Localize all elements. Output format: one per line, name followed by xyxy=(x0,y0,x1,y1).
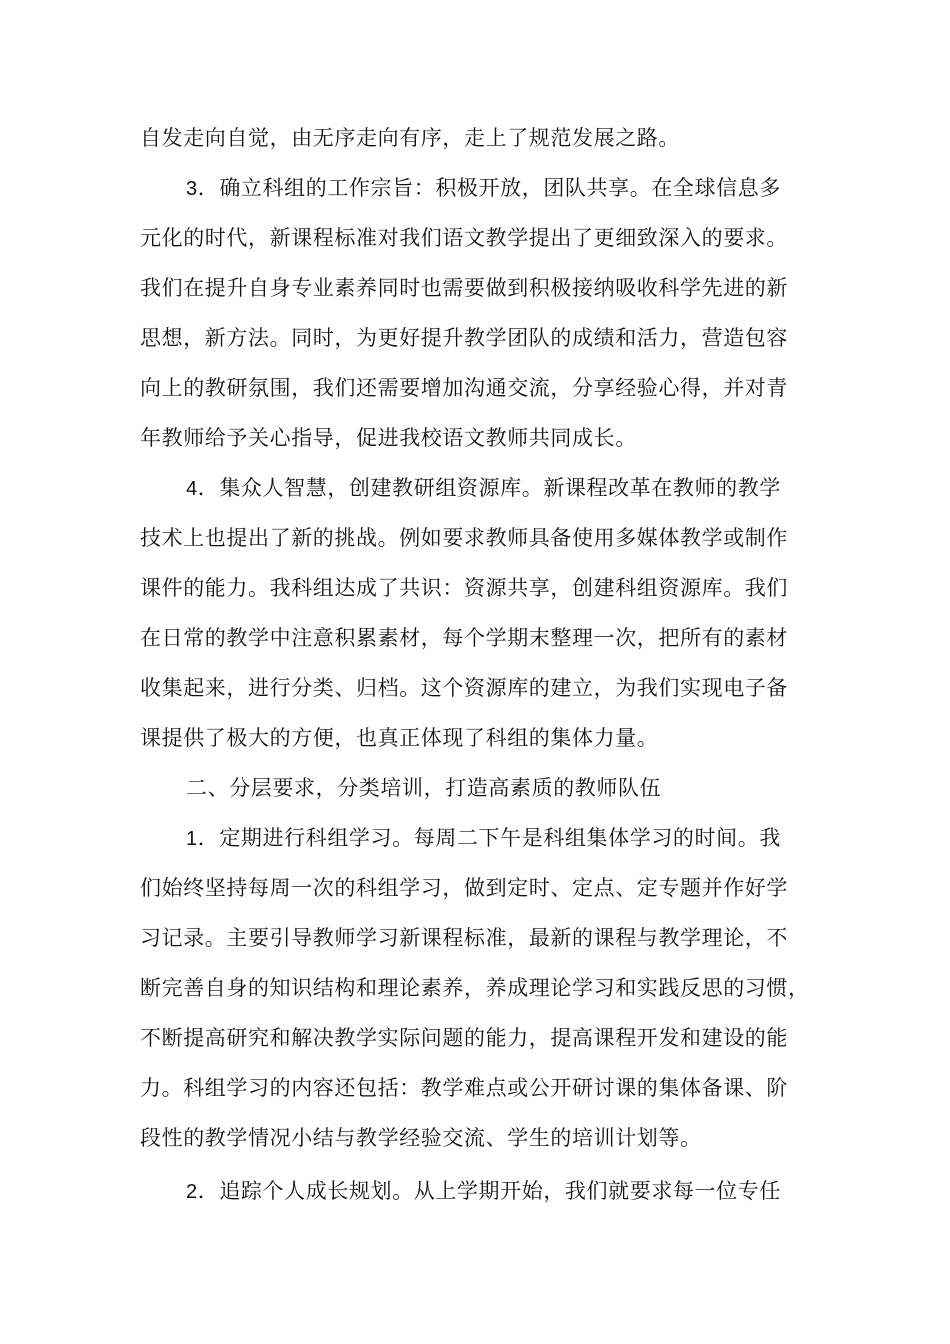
text-line: 课提供了极大的方便，也真正体现了科组的集体力量。 xyxy=(140,726,659,750)
text-line: 向上的教研氛围，我们还需要增加沟通交流，分享经验心得，并对青 xyxy=(140,376,788,400)
text-line: 技术上也提出了新的挑战。例如要求教师具备使用多媒体教学或制作 xyxy=(140,526,788,550)
text-line: 段性的教学情况小结与教学经验交流、学生的培训计划等。 xyxy=(140,1126,702,1150)
text-line: 力。科组学习的内容还包括：教学难点或公开研讨课的集体备课、阶 xyxy=(140,1076,788,1100)
text-line: 习记录。主要引导教师学习新课程标准，最新的课程与教学理论，不 xyxy=(140,926,788,950)
text-line: 们始终坚持每周一次的科组学习，做到定时、定点、定专题并作好学 xyxy=(140,876,788,900)
text-line: 1．定期进行科组学习。每周二下午是科组集体学习的时间。我 xyxy=(186,826,781,850)
text-line: 收集起来，进行分类、归档。这个资源库的建立，为我们实现电子备 xyxy=(140,676,788,700)
text-line: 4．集众人智慧，创建教研组资源库。新课程改革在教师的教学 xyxy=(186,476,781,500)
text-line: 思想，新方法。同时，为更好提升教学团队的成绩和活力，营造包容 xyxy=(140,326,788,350)
text-line: 断完善自身的知识结构和理论素养，养成理论学习和实践反思的习惯， xyxy=(140,976,810,1000)
text-line: 在日常的教学中注意积累素材，每个学期末整理一次，把所有的素材 xyxy=(140,626,788,650)
text-line: 年教师给予关心指导，促进我校语文教师共同成长。 xyxy=(140,426,637,450)
text-line: 课件的能力。我科组达成了共识：资源共享，创建科组资源库。我们 xyxy=(140,576,788,600)
text-line: 自发走向自觉，由无序走向有序，走上了规范发展之路。 xyxy=(140,126,680,150)
text-line: 不断提高研究和解决教学实际问题的能力，提高课程开发和建设的能 xyxy=(140,1026,788,1050)
text-line: 3．确立科组的工作宗旨：积极开放，团队共享。在全球信息多 xyxy=(186,176,781,200)
text-line: 2．追踪个人成长规划。从上学期开始，我们就要求每一位专任 xyxy=(186,1179,781,1203)
text-line: 元化的时代，新课程标准对我们语文教学提出了更细致深入的要求。 xyxy=(140,226,788,250)
section-heading: 二、分层要求，分类培训，打造高素质的教师队伍 xyxy=(186,776,662,800)
text-line: 我们在提升自身专业素养同时也需要做到积极接纳吸收科学先进的新 xyxy=(140,276,788,300)
